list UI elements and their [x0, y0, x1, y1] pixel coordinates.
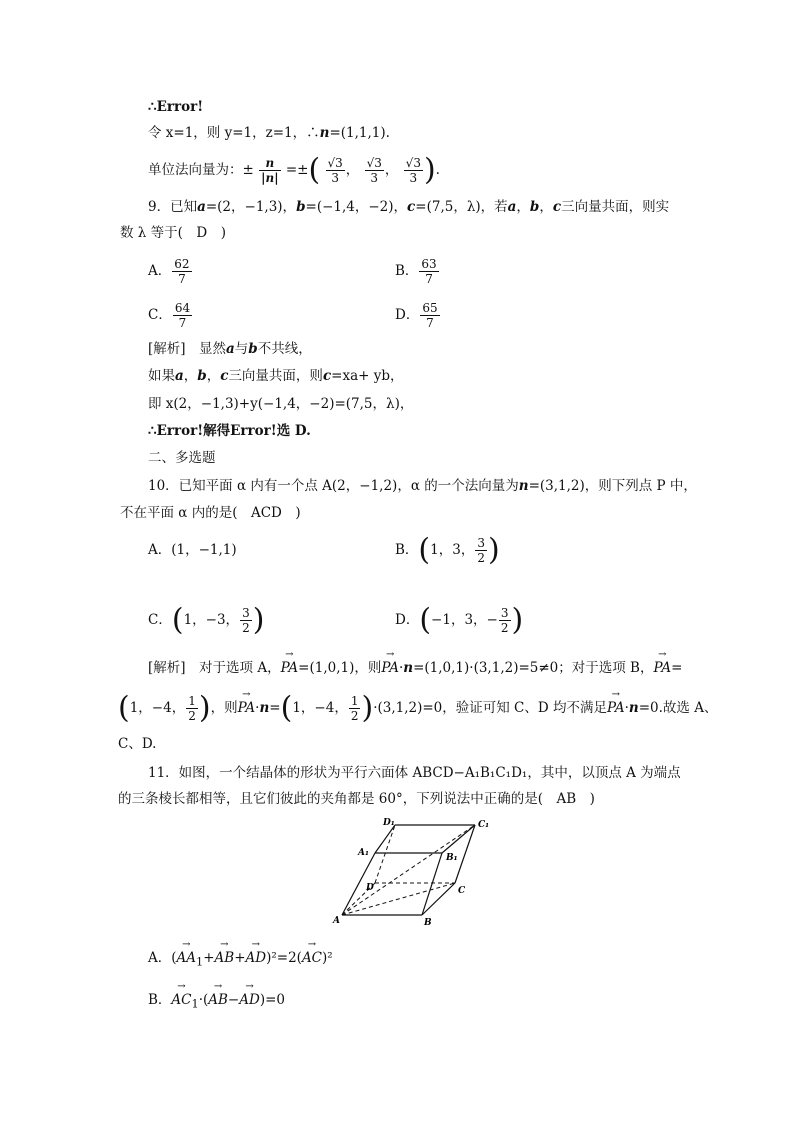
- label-C1: C₁: [478, 820, 490, 830]
- q11-option-a: A．(→ $AA_1+\to AB+\to AD)^2=2(\to AC)^2$: [148, 945, 333, 972]
- let-x-text: 令 x=1，则 y=1，z=1，∴: [148, 125, 320, 141]
- q10-solution-line2: (1，−4， $\frac{1}{2}$ )，则→ PA·n=(1，−4， $\frac{1}{2}$ )·(3,1,2)=0，验证可知 C、D 均不满足→ PA·n=0.故选 A、: [118, 684, 717, 728]
- q10-option-b: B．(1，3， $\frac{3}{2}$ ): [395, 532, 500, 568]
- q11-option-b: B．→ $AC_1\cdot(\to AB-\to AD)=0$: [148, 987, 285, 1014]
- n-value: =(1,1,1).: [329, 125, 390, 141]
- line-let-x: [148, 124, 390, 142]
- q10-option-c: C．(1，−3， $\frac{3}{2}$ ): [148, 602, 265, 638]
- pm-eq: =±: [285, 162, 309, 178]
- label-B: B: [424, 918, 432, 928]
- q9-stem-line2: 数 λ 等于( D ): [120, 225, 226, 241]
- line-unit-normal: 单位法向量为：± $\frac{n}{|n|}$ =±( $\frac{√3}{3}$ ， $\frac{√3}{3}$ ， $\frac{√3}{3}$ ).: [148, 152, 440, 188]
- q11-stem-line1: 11．如图，一个结晶体的形状为平行六面体 ABCD−A₁B₁C₁D₁，其中，以顶点 A 为端点: [148, 765, 681, 781]
- q9-stem-line1: 9．已知a=(2，−1,3)，b=(−1,4，−2)，c=(7,5，λ)，若a，b，c三向量共面，则实: [148, 199, 670, 215]
- q10-stem-line2: 不在平面 α 内的是( ACD ): [120, 505, 301, 521]
- q9-option-c: C． $\frac{64}{7}$: [148, 301, 191, 330]
- sqrt3-over-3-a: $\frac{√3}{3}$: [327, 156, 343, 185]
- q10-solution-line1: [解析] 对于选项 A，→ PA=(1,0,1)，则→ PA·n=(1,0,1)·(3,1,2)=5≠0；对于选项 B，→ PA=: [148, 655, 682, 677]
- q9-solution-line2: 如果a，b，c三向量共面，则c=xa+ yb，: [148, 368, 404, 384]
- unit-normal-label: 单位法向量为：±: [148, 162, 254, 178]
- q9-solution-line4: ∴Error!解得Error!选 D.: [148, 423, 311, 439]
- q9-option-d: D． $\frac{65}{7}$: [395, 301, 438, 330]
- q11-stem-line2: 的三条棱长都相等，且它们彼此的夹角都是 60°，下列说法中正确的是( AB ): [118, 791, 595, 807]
- label-C: C: [458, 886, 466, 896]
- parallelepiped-figure: [330, 815, 500, 935]
- q10-stem-line1: 10．已知平面 α 内有一个点 A(2，−1,2)，α 的一个法向量为n=(3,1,2)，则下列点 P 中，: [148, 478, 697, 494]
- label-B1: B₁: [446, 853, 458, 863]
- q9-option-b: B． $\frac{63}{7}$: [395, 257, 437, 286]
- q10-option-a: A．(1，−1,1): [148, 542, 237, 558]
- sqrt3-over-3-c: $\frac{√3}{3}$: [405, 156, 421, 185]
- line-therefore-error: ∴Error!: [148, 99, 204, 115]
- q10-option-d: D．(−1，3，− $\frac{3}{2}$ ): [395, 602, 524, 638]
- q10-solution-line3: C、D.: [118, 736, 157, 752]
- q9-option-a: A． $\frac{62}{7}$: [148, 257, 190, 286]
- label-D1: D₁: [383, 818, 395, 828]
- label-A: A: [333, 916, 340, 926]
- sqrt3-over-3-b: $\frac{√3}{3}$: [366, 156, 382, 185]
- section-multi-choice: 二、多选题: [148, 450, 216, 466]
- q9-solution-line3: 即 x(2，−1,3)+y(−1,4，−2)=(7,5，λ)，: [148, 396, 414, 412]
- label-D: D: [366, 883, 374, 893]
- q9-solution-line1: [解析] 显然a与b不共线，: [148, 341, 312, 357]
- vector-n: n: [319, 125, 330, 141]
- label-A1: A₁: [358, 848, 369, 858]
- n-over-norm: $\frac{n}{|n|}$: [261, 156, 279, 185]
